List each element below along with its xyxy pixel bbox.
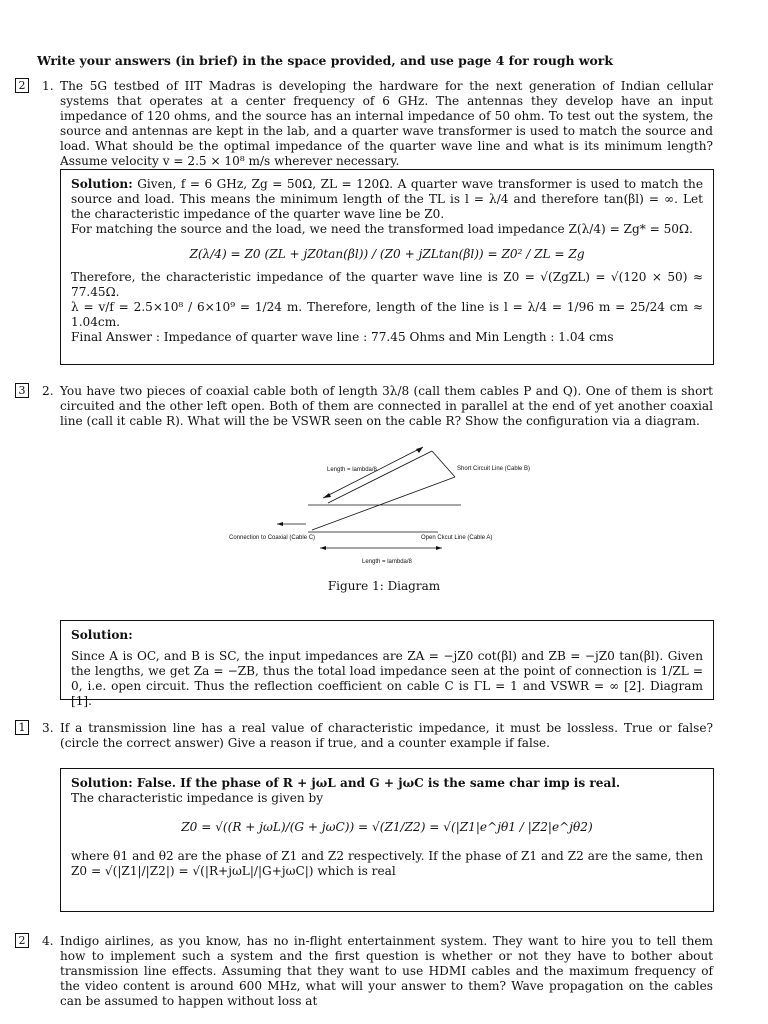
marks-box-q4: 2: [15, 933, 29, 948]
question-number-q1: 1.: [42, 79, 54, 93]
marks-box-q1: 2: [15, 78, 29, 93]
figure-caption: Figure 1: Diagram: [327, 579, 441, 593]
marks-box-q3: 1: [15, 720, 29, 735]
solution-label-q1: Solution:: [71, 177, 133, 191]
solution-box-q1: [60, 169, 714, 365]
solution-q2-text: Since A is OC, and B is SC, the input impedances are ZA = −jZ0 cot(βl) and ZB = −jZ0 tan(βl). Given the lengths, we get Za = −ZB, thus the total load impedance seen at the point of connection is 1/ZL = 0, i.e. open circuit. Thus the reflection coefficient on cable C is ΓL = 1 and VSWR = ∞ [2]. Diagram [1].: [71, 649, 703, 708]
label-length-top: Length = lambda/8: [327, 467, 377, 473]
question-text-q1: The 5G testbed of IIT Madras is developing the hardware for the next generation of Indian cellular systems that operates at a center frequency of 6 GHz. The antennas they develop have an input impedance of 120 ohms, and the source has an internal impedance of 50 ohm. To test out the system, the source and antennas are kept in the lab, and a quarter wave transformer is used to match the source and load. What should be the optimal impedance of the quarter wave line and what is its minimum length? Assume velocity v = 2.5 × 10⁸ m/s wherever necessary.: [60, 79, 713, 168]
label-short-circuit: Short Circuit Line (Cable B): [457, 466, 531, 472]
question-number-q2: 2.: [42, 384, 54, 398]
solution-q1-line3: Therefore, the characteristic impedance of the quarter wave line is Z0 = √(ZgZL) = √(120 × 50) ≈ 77.45Ω.: [71, 270, 703, 299]
solution-q1-line1: Given, f = 6 GHz, Zg = 50Ω, ZL = 120Ω. A quarter wave transformer is used to match the source and load. This means the minimum length of the TL is l = λ/4 and therefore tan(βl) = ∞. Let the characteristic impedance of the quarter wave line be Z0.: [71, 177, 703, 221]
question-text-q4: Indigo airlines, as you know, has no in-flight entertainment system. They want to hire you to tell them how to implement such a system and the first question is whether or not they have to bother about transmission line effects. Assuming that they want to use HDMI cables and the maximum frequency of the video content is around 600 MHz, what will your answer to them? Wave propagation on the cables can be assumed to happen without loss at: [60, 934, 713, 1008]
question-text-q2: You have two pieces of coaxial cable both of length 3λ/8 (call them cables P and Q). One of them is short circuited and the other left open. Both of them are connected in parallel at the end of yet another coaxial line (call it cable R). What will the be VSWR seen on the cable R? Show the configuration via a diagram.: [60, 384, 713, 428]
question-number-q4: 4.: [42, 934, 54, 948]
question-text-q3: If a transmission line has a real value of characteristic impedance, it must be lossless. True or false? (circle the correct answer) Give a reason if true, and a counter example if false.: [60, 721, 713, 750]
solution-q3-equation: Z0 = √((R + jωL)/(G + jωC)) = √(Z1/Z2) = √(|Z1|e^jθ1 / |Z2|e^jθ2): [181, 820, 593, 834]
label-open-circuit: Open Ckcut Line (Cable A): [421, 535, 493, 541]
solution-q3-line2: where θ1 and θ2 are the phase of Z1 and Z2 respectively. If the phase of Z1 and Z2 are the same, then Z0 = √(|Z1|/|Z2|) = √(|R+jωL|/|G+jωC|) which is real: [71, 849, 703, 878]
open-circuit-line: [312, 477, 455, 530]
solution-label-q3: Solution: False. If the phase of R + jωL and G + jωC is the same char imp is real.: [71, 776, 621, 790]
solution-q1-equation: Z(λ/4) = Z0 (ZL + jZ0tan(βl)) / (Z0 + jZLtan(βl)) = Z0² / ZL = Zg: [189, 247, 585, 261]
question-number-q3: 3.: [42, 721, 54, 735]
marks-box-q2: 3: [15, 383, 29, 398]
label-coax-connection: Connection to Coaxial (Cable C): [229, 535, 316, 541]
instructions-header: Write your answers (in brief) in the space provided, and use page 4 for rough work: [37, 53, 613, 68]
solution-q3-line1: The characteristic impedance is given by: [71, 791, 324, 805]
solution-box-q3: [60, 768, 714, 912]
cable-diagram: [220, 440, 540, 570]
label-length-bottom: Length = lambda/8: [362, 559, 412, 565]
solution-q1-line4: λ = v/f = 2.5×10⁸ / 6×10⁹ = 1/24 m. Therefore, length of the line is l = λ/4 = 1/96 m = 25/24 cm ≈ 1.04cm.: [71, 300, 703, 329]
solution-q1-line2: For matching the source and the load, we need the transformed load impedance Z(λ/4) = Zg* = 50Ω.: [71, 222, 693, 236]
solution-box-q2: [60, 620, 714, 708]
solution-q1-final: Final Answer : Impedance of quarter wave line : 77.45 Ohms and Min Length : 1.04 cms: [71, 330, 614, 344]
solution-label-q2: Solution:: [71, 628, 133, 642]
